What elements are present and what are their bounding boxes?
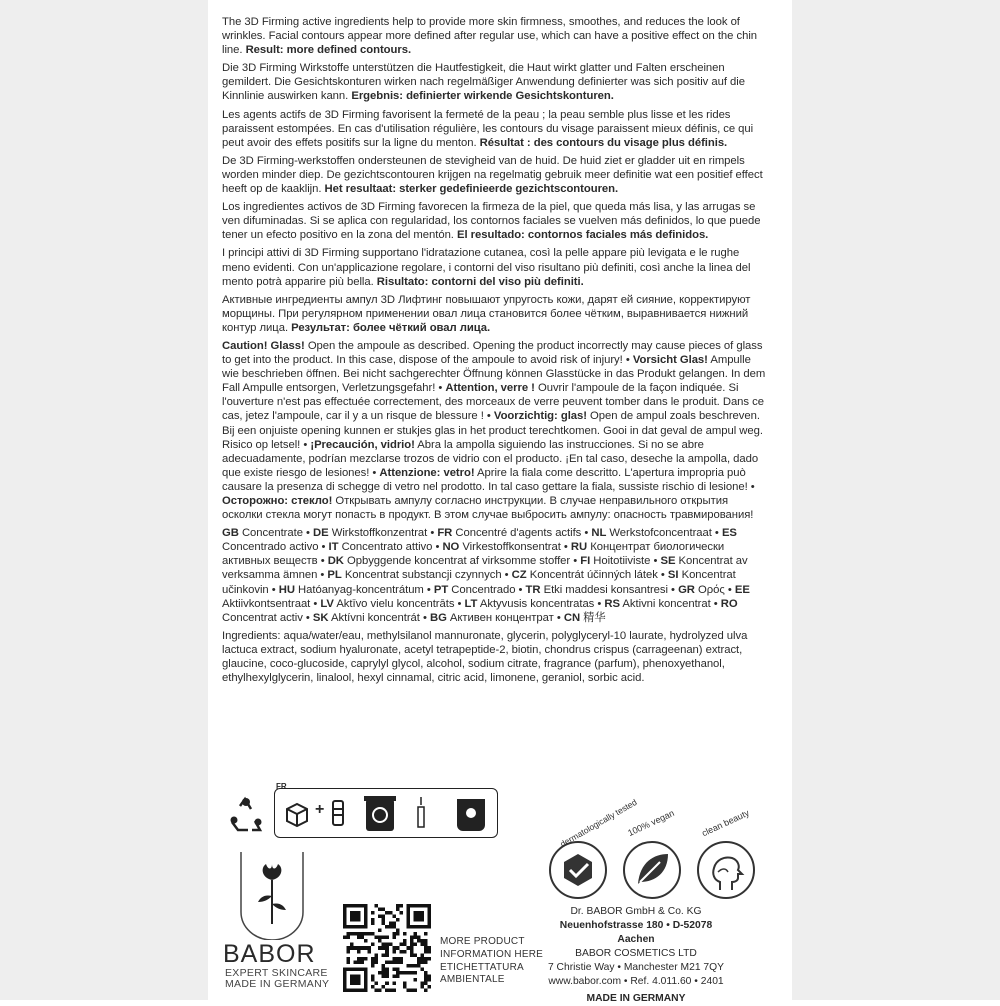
brand-tagline-1: EXPERT SKINCARE [225,967,328,979]
vegan-label: 100% vegan [626,807,676,839]
concentrate-translation: Ορός • [694,583,735,596]
result-text: El resultado: contornos faciales más definidos. [457,229,709,242]
left-background [0,0,208,1000]
more-info-line-2: INFORMATION HERE [440,948,544,960]
concentrate-translation: Etki maddesi konsantresi • [540,583,679,596]
glass-bin-icon [453,793,489,833]
language-code: RO [720,597,738,610]
language-code: LV [320,597,334,610]
concentrate-translation: Aktívni koncentrát • [328,611,430,624]
language-code: NO [442,541,460,554]
plus-sign: + [315,801,325,818]
recycling-bin-icon [363,793,397,833]
language-code: PT [433,583,449,596]
language-code: SI [667,569,679,582]
more-info-line-1: MORE PRODUCT [440,936,525,947]
description-text: Die 3D Firming Wirkstoffe unterstützen die Hautfestigkeit, die Haut wirkt glatter und Falten erscheinen gemildert. Die Gesichtskonturen wirken nach regelmäßiger Anwendung definierter was sich positiv auf die Kinnlinie auswirken kann. [222,62,745,103]
caution-heading: ¡Precaución, vidrio! [310,438,415,451]
vegan-leaf-icon [614,828,690,904]
concentrate-translation: Активен концентрат • [446,611,564,624]
description-text: Los ingredientes activos de 3D Firming favorecen la firmeza de la piel, que queda más lisa, y las arrugas se ven difuminadas. Si se aplica con regularidad, los contornos faciales se vuelven más definidos, lo que puede tener un efecto positivo en la zona del mentón. [222,201,761,242]
language-code: ES [721,527,737,540]
language-code: PL [327,569,342,582]
concentrate-translation: Concentrado • [448,583,526,596]
manufacturer-address [546,905,726,1006]
description-text: The 3D Firming active ingredients help to provide more skin firmness, smoothes, and reduces the look of wrinkles. Facial contours appear more defined after regular use, which can have a positive effect on the chin line. [222,16,758,57]
concentrate-translation: Aktyvusis koncentratas • [477,597,605,610]
triman-recycle-icon [222,792,270,840]
language-code: GB [222,527,239,540]
result-text: Result: more defined contours. [245,44,412,57]
language-code: DK [327,555,344,568]
result-text: Ergebnis: definierter wirkende Gesichtskonturen. [351,90,614,103]
language-code: GR [678,583,695,596]
caution-text: Ouvrir l'ampoule de la façon indiquée. Si l'ouverture n'est pas effectuée correctement, des morceaux de verre peuvent tomber dans le produit. Dans ce cas, jetez l'ampoule, car il y a un risque de blessure ! • [222,382,764,423]
concentrate-paragraph [222,526,767,625]
caution-text: Ampulle wie beschrieben öffnen. Bei nicht sachgerechter Öffnung können Glasstücke in das Produkt gelangen. In dem Fall Ampulle entsorgen, Verletzungsgefahr! • [222,354,766,395]
uk-street: 7 Christie Way • Manchester M21 7QY [547,962,725,973]
result-text: Résultat : des contours du visage plus définis. [479,136,728,149]
concentrate-translation: Koncentrat učinkovin • [222,569,736,596]
caution-text: Открывать ампулу согласно инструкции. В случае неправильного открытия осколки стекла могут попасть в продукт. В этом случае выбросить ампулу: опасность травмирования! [222,495,754,522]
website-ref: www.babor.com • Ref. 4.011.60 • 2401 [548,976,724,987]
concentrate-translation: Concentrate • [238,527,314,540]
more-info-line-3: ETICHETTATURA [440,961,524,973]
concentrate-translation: Koncentrát účinných látek • [526,569,668,582]
caution-heading: Vorsicht Glas! [632,354,708,367]
language-code: CN [563,611,581,624]
caution-heading: Осторожно: стекло! [222,495,333,507]
concentrate-translation: Aktivni koncentrat • [619,597,721,610]
description-paragraph [222,61,767,103]
concentrate-translation: Koncentrat av verksamma ämnen • [222,555,748,582]
language-code: FI [580,555,591,568]
language-code: SK [312,611,329,624]
description-paragraph [222,200,767,242]
caution-text: Open the ampoule as described. Opening the product incorrectly may cause pieces of glass to get into the product. In this case, dispose of the ampoule to avoid risk of injury! • [222,339,763,367]
concentrate-translation: Opbyggende koncentrat af virksomme stoffer • [343,555,581,568]
description-paragraph [222,108,767,150]
company-name: Dr. BABOR GmbH & Co. KG [570,906,702,917]
caution-text: Abra la ampolla siguiendo las instrucciones. Si no se abre adecuadamente, podrían mezclarse trozos de vidrio con el producto. ¡En tal caso, deseche la ampolla, dado que existe riesgo de lesiones! • [222,438,759,479]
qr-code[interactable] [343,904,431,992]
result-text: Het resultaat: sterker gedefinieerde gezichtscontouren. [324,183,619,196]
language-code: TR [525,583,541,596]
ampoule-icon [413,795,429,831]
concentrate-translation: Concentrato attivo • [338,541,443,554]
description-paragraph [222,15,767,57]
caution-heading: Caution! Glass! [222,339,305,352]
clean-beauty-face-icon [688,828,764,904]
concentrate-translation: Aktiivkontsentraat • [222,597,321,610]
concentrate-translation: Hoitotiiviste • [590,555,661,568]
company-street: Neuenhofstrasse 180 • D-52078 Aachen [559,920,713,945]
language-code: FR [437,527,453,540]
brand-tagline-2: MADE IN GERMANY [225,978,330,990]
language-code: RU [570,541,588,554]
concentrate-translation: Aktīvo vielu koncentrāts • [333,597,465,610]
right-background [792,0,1000,1000]
tube-icon [329,797,347,829]
result-text: Результат: более чёткий овал лица. [291,321,491,334]
language-code: DE [313,527,329,540]
concentrate-translation: 精华 [580,611,606,624]
label-text [222,15,767,689]
concentrate-translation: Werkstofconcentraat • [606,527,722,540]
more-info-text [440,936,543,987]
more-info-line-4: AMBIENTALE [440,974,505,986]
caution-paragraph [222,339,767,522]
language-code: BG [429,611,447,624]
language-code: CZ [511,569,527,582]
concentrate-translation: Koncentrat substancji czynnych • [341,569,512,582]
description-paragraph [222,154,767,196]
concentrate-translation: Hatóanyag-koncentrátum • [294,583,434,596]
description-text: I principi attivi di 3D Firming supportano l'idratazione cutanea, così la pelle appare più levigata e le rughe meno evidenti. Con un'applicazione regolare, i contorni del viso risultano più definiti, così anche la linea del mento potrà apparire più bella. [222,247,751,288]
language-code: IT [328,541,339,554]
uk-company: BABOR COSMETICS LTD [575,948,697,959]
concentrate-translation: Концентрат биологически активных веществ • [222,541,725,568]
brand-tagline [225,968,329,990]
box-icon [281,797,313,829]
fr-label: FR [276,782,287,791]
clean-beauty-label: clean beauty [700,807,751,839]
caution-heading: Attenzione: vetro! [379,466,475,479]
language-code: NL [591,527,607,540]
language-code: EE [734,583,750,596]
concentrate-translation: Virkestoffkonsentrat • [459,541,571,554]
ingredients-list: Ingredients: aqua/water/eau, methylsilanol mannuronate, glycerin, polyglyceryl-10 laurate, hydrolyzed ulva lactuca extract, sodium hyaluronate, acetyl tetrapeptide-2, biotin, chondrus crispus (carrageenan) extract, glaucine, coco-glucoside, caprylyl glycol, alcohol, sodium citrate, fragrance (parfum), phenoxyethanol, ethylhexylglycerin, linalool, hexyl cinnamal, citric acid, limonene, geraniol, sorbic acid. [222,629,748,685]
language-code: RS [604,597,620,610]
caution-heading: Attention, verre ! [445,382,535,395]
babor-rose-logo [237,852,307,940]
caution-text: Open de ampul zoals beschreven. Bij een onjuiste opening kunnen er stukjes glas in het product terechtkomen. Gooi in dat geval de ampul weg. Risico op letsel! • [222,410,763,451]
result-text: Risultato: contorni del viso più definiti. [376,275,584,288]
concentrate-translation: Concentrat activ • [222,611,313,624]
description-text: Les agents actifs de 3D Firming favorisent la fermeté de la peau ; la peau semble plus lisse et les rides paraissent estompées. En cas d'utilisation régulière, les contours du visage paraissent mieux définis, ce qui peut avoir des effets positifs sur la ligne du menton. [222,108,754,149]
concentrate-translation: Concentré d'agents actifs • [452,527,592,540]
dermatologically-tested-label: dermatologically tested [558,796,639,850]
caution-text: Aprire la fiala come descritto. L'apertura impropria può causare la presenza di schegge di vetro nel prodotto. In tal caso gettare la fiala, sussiste rischio di lesione! • [222,466,755,493]
language-code: LT [464,597,478,610]
description-text: Активные ингредиенты ампул 3D Лифтинг повышают упругость кожи, дарят ей сияние, корректируют морщины. При регулярном применении овал лица становится более чётким, выравнивается нижний контур лица. [222,293,751,334]
caution-heading: Voorzichtig: glas! [493,410,587,423]
concentrate-translation: Wirkstoffkonzentrat • [328,527,438,540]
description-paragraph [222,293,767,335]
language-code: HU [278,583,295,596]
concentrate-translation: Concentrado activo • [222,541,329,554]
recycling-info-box [274,788,498,838]
description-text: De 3D Firming-werkstoffen ondersteunen de stevigheid van de huid. De huid ziet er gladder uit en rimpels worden minder diep. De gezichtscontouren krijgen na regelmatig gebruik meer definitie wat een positief effect heeft op de kaaklijn. [222,154,763,196]
brand-name: BABOR [223,940,316,968]
language-code: SE [660,555,676,568]
description-paragraph [222,246,767,288]
made-in-germany: MADE IN GERMANY [586,993,686,1004]
